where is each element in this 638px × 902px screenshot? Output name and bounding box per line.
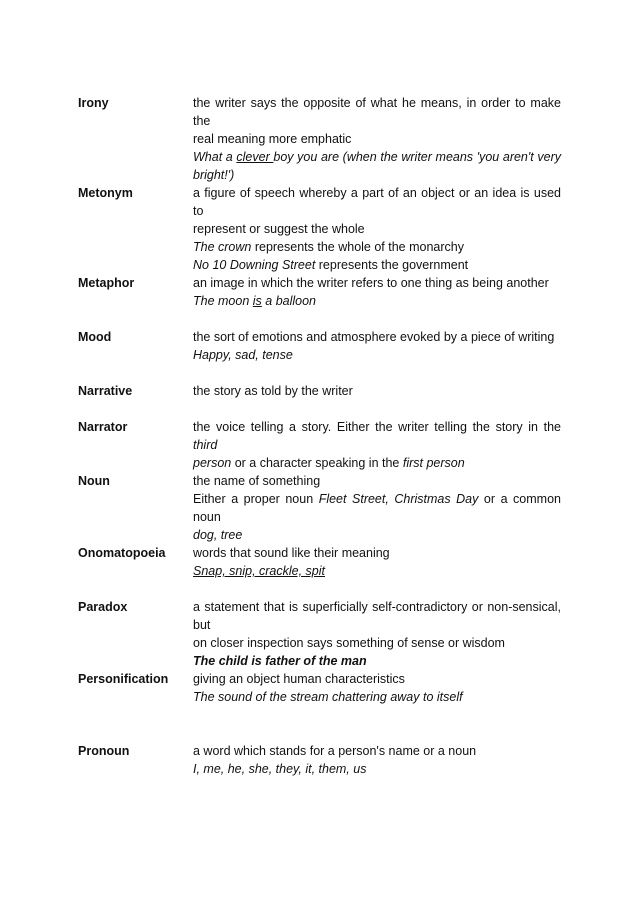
definition [193,94,561,184]
definition-line [193,418,561,454]
term-label: Narrator [78,420,128,434]
example-text: I, me, he, she, they, it, them, us [193,762,367,776]
example-text: dog, tree [193,528,243,542]
definition-line: giving an object human characteristics [193,672,405,686]
example-line [193,562,561,580]
definition-line: the story as told by the writer [193,384,353,398]
example-line [193,346,561,364]
example-line [193,760,561,778]
example-text: Fleet Street, Christmas Day [318,492,479,506]
example-text: boy you are (when the writer means 'you aren't very [273,150,561,164]
definition-line: a word which stands for a person's name or a noun [193,744,477,758]
definition-line: the writer says the opposite of what he means, in order to make the [193,96,561,128]
example-bold-text: The child is father of the man [193,654,367,668]
definition-line: the sort of emotions and atmosphere evoked by a piece of writing [193,330,555,344]
example-text: represents the government [315,258,469,272]
term-label: Mood [78,330,112,344]
definition-line [193,454,561,472]
definition-line: a figure of speech whereby a part of an object or an idea is used to [193,186,561,218]
example-line [193,238,561,256]
example-line [193,652,561,670]
definition [193,670,561,706]
definition [193,472,561,544]
term-label: Onomatopoeia [78,546,166,560]
term-label: Personification [78,672,169,686]
definition-line: represent or suggest the whole [193,222,365,236]
definition-italic-text: first person [402,456,465,470]
definition [193,328,561,364]
definition [193,742,561,778]
definition [193,418,561,472]
example-text: Happy, sad, tense [193,348,293,362]
example-text: a balloon [261,294,317,308]
example-text: What a [193,150,237,164]
term-label: Irony [78,96,109,110]
term-label: Noun [78,474,110,488]
definition-line: real meaning more emphatic [193,132,352,146]
example-text: The sound of the stream chattering away to itself [193,690,463,704]
definition-text: or a character speaking in the [231,456,403,470]
example-line [193,256,561,274]
definition [193,274,561,310]
definition [193,598,561,670]
example-text: bright!') [193,168,235,182]
definition-italic-text: third [193,438,218,452]
definition [193,544,561,580]
definition-text: the voice telling a story. Either the writer telling the story in the [193,420,561,434]
definition-line: on closer inspection says something of sense or wisdom [193,636,505,650]
example-line [193,292,561,310]
example-underlined-text: Snap, snip, crackle, spit [193,564,326,578]
definition [193,184,561,274]
example-text: represents the whole of the monarchy [251,240,464,254]
definition-italic-text: person [193,456,232,470]
term-label: Metonym [78,186,133,200]
term-label: Paradox [78,600,128,614]
term-label: Metaphor [78,276,135,290]
example-text: No 10 Downing Street [193,258,316,272]
example-text: The crown [193,240,252,254]
example-underlined-text: is [252,294,262,308]
term-label: Pronoun [78,744,130,758]
example-line [193,148,561,166]
definition [193,382,561,400]
definition-line [193,490,561,526]
definition-line: words that sound like their meaning [193,546,390,560]
definition-text: Either a proper noun [193,492,319,506]
example-text: The moon [193,294,253,308]
example-line [193,526,561,544]
definition-line: a statement that is superficially self-contradictory or non-sensical, but [193,600,561,632]
example-underlined-text: clever [236,150,274,164]
example-line [193,166,561,184]
definition-text: or a common noun [193,492,561,524]
definition-line: an image in which the writer refers to one thing as being another [193,276,549,290]
term-label: Narrative [78,384,133,398]
example-line [193,688,561,706]
definition-line: the name of something [193,474,321,488]
